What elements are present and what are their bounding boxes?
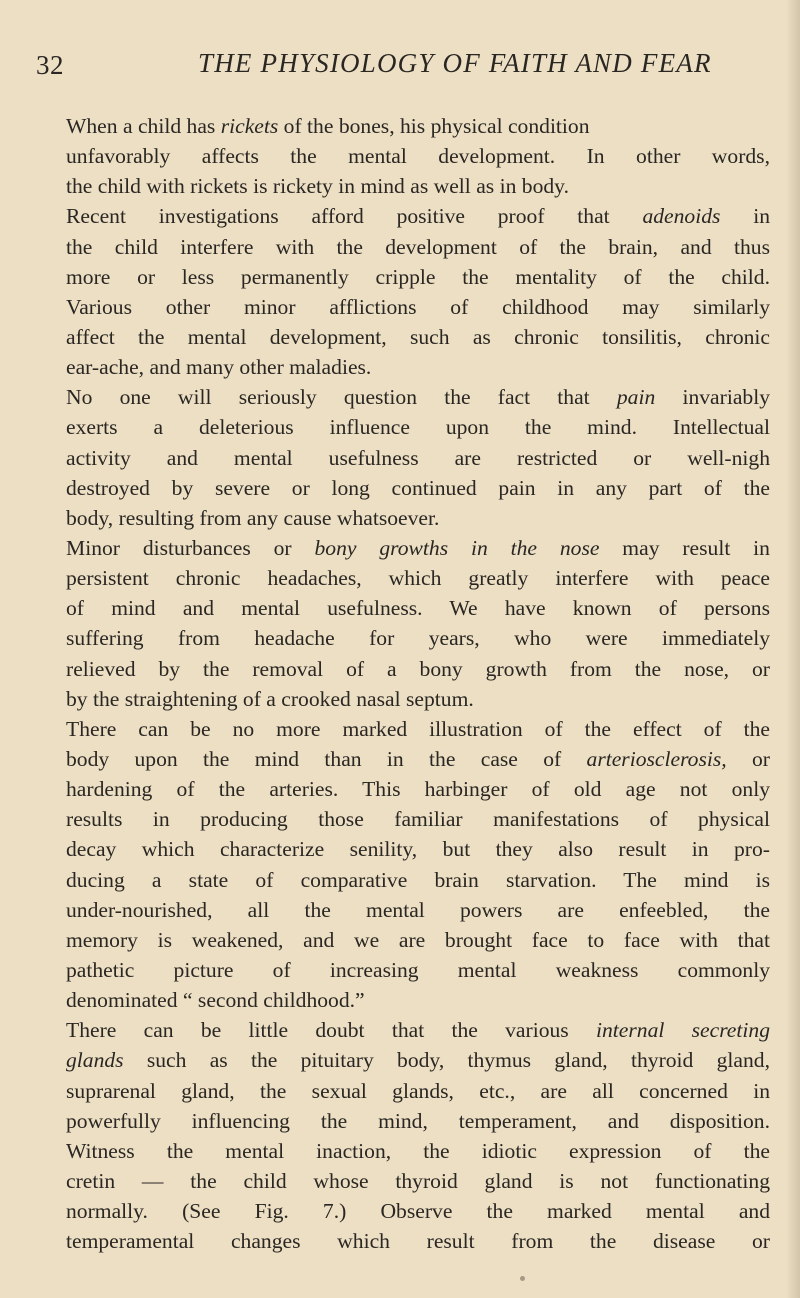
text-line [66,352,770,382]
page-speck [520,1276,525,1281]
text-line [66,623,770,653]
text-line [66,654,770,684]
text-line [66,171,770,201]
text-run: relieved by the removal of a bony growth from the nose, or [66,656,770,681]
italic-term: arteriosclerosis, [586,746,727,771]
italic-term: internal secreting [595,1018,770,1043]
text-run: Various other minor afflictions of childhood may similarly [66,294,770,319]
text-run: Recent investigations afford positive proof that [66,204,643,229]
italic-term: adenoids [642,204,721,229]
text-line [66,1076,770,1106]
text-line [66,1136,770,1166]
text-run: Minor disturbances or [66,535,315,560]
text-run: results in producing those familiar manifestations of physical [66,807,770,832]
text-run: affect the mental development, such as chronic tonsilitis, chronic [66,324,770,349]
text-run: memory is weakened, and we are brought face to face with that [66,927,770,952]
italic-term: pain [616,385,656,410]
page-number: 32 [36,50,64,80]
text-run: by the straightening of a crooked nasal septum. [66,686,474,711]
text-line [66,201,770,231]
text-run: ducing a state of comparative brain starvation. The mind is [66,867,770,892]
text-line [66,925,770,955]
text-line [66,1045,770,1075]
text-line [66,774,770,804]
text-line [66,111,770,141]
text-run: cretin — the child whose thyroid gland is not functionating [66,1168,770,1193]
text-run: normally. (See Fig. 7.) Observe the marked mental and [66,1199,770,1224]
text-line [66,322,770,352]
text-line [66,1166,770,1196]
text-line [66,1196,770,1226]
text-line [66,443,770,473]
text-line [66,232,770,262]
text-run: unfavorably affects the mental development. In other words, [66,144,770,169]
text-run: the child interfere with the development of the brain, and thus [66,234,770,259]
text-run: such as the pituitary body, thymus gland, thyroid gland, [123,1048,770,1073]
text-run: may result in [599,535,770,560]
text-run: of the bones, his physical condition [278,114,590,138]
text-line [66,1015,770,1045]
text-line [66,985,770,1015]
text-line [66,473,770,503]
text-line [66,141,770,171]
text-run: the child with rickets is rickety in mind as well as in body. [66,174,569,199]
text-line [66,503,770,533]
text-run: ear-ache, and many other maladies. [66,355,372,380]
text-run: denominated “ second childhood.” [66,988,365,1013]
text-run: in [720,204,770,229]
text-run: There can be little doubt that the various [66,1018,596,1043]
text-run: There can be no more marked illustration of the effect of the [66,716,770,741]
text-run: more or less permanently cripple the mentality of the child. [66,264,770,289]
running-head [36,44,736,84]
text-line [66,744,770,774]
text-run: persistent chronic headaches, which greatly interfere with peace [66,566,770,591]
text-run: exerts a deleterious influence upon the mind. Intellectual [66,415,770,440]
text-line [66,533,770,563]
text-line [66,895,770,925]
text-run: hardening of the arteries. This harbinger of old age not only [66,777,770,802]
text-run: pathetic picture of increasing mental weakness commonly [66,957,770,982]
text-run: of mind and mental usefulness. We have known of persons [66,596,770,621]
page-edge-shadow [786,0,800,1298]
text-run: body, resulting from any cause whatsoever. [66,505,440,530]
text-line [66,382,770,412]
text-run: decay which characterize senility, but they also result in pro- [66,837,770,862]
text-run: or [726,746,770,771]
text-line [66,955,770,985]
body-text [66,111,770,1256]
text-run: No one will seriously question the fact that [66,385,617,410]
text-run: body upon the mind than in the case of [66,746,587,771]
text-line [66,292,770,322]
running-title: THE PHYSIOLOGY OF FAITH AND FEAR [198,48,712,78]
text-run: When a child has [66,114,221,138]
text-run: destroyed by severe or long continued pain in any part of the [66,475,770,500]
text-run: invariably [655,385,770,410]
text-run: under-nourished, all the mental powers are enfeebled, the [66,897,770,922]
text-line [66,834,770,864]
text-line [66,714,770,744]
text-run: suffering from headache for years, who were immediately [66,626,770,651]
text-line [66,684,770,714]
text-line [66,262,770,292]
text-line [66,593,770,623]
text-run: temperamental changes which result from the disease or [66,1229,770,1254]
italic-term: glands [66,1048,124,1073]
text-run: activity and mental usefulness are restricted or well-nigh [66,445,770,470]
text-line [66,1226,770,1256]
text-line [66,563,770,593]
text-line [66,804,770,834]
text-line [66,1106,770,1136]
text-run: Witness the mental inaction, the idiotic expression of the [66,1138,770,1163]
text-run: powerfully influencing the mind, temperament, and disposition. [66,1108,770,1133]
text-line [66,865,770,895]
text-run: suprarenal gland, the sexual glands, etc., are all concerned in [66,1078,770,1103]
italic-term: rickets [220,114,279,138]
text-line [66,412,770,442]
italic-term: bony growths in the nose [314,535,600,560]
